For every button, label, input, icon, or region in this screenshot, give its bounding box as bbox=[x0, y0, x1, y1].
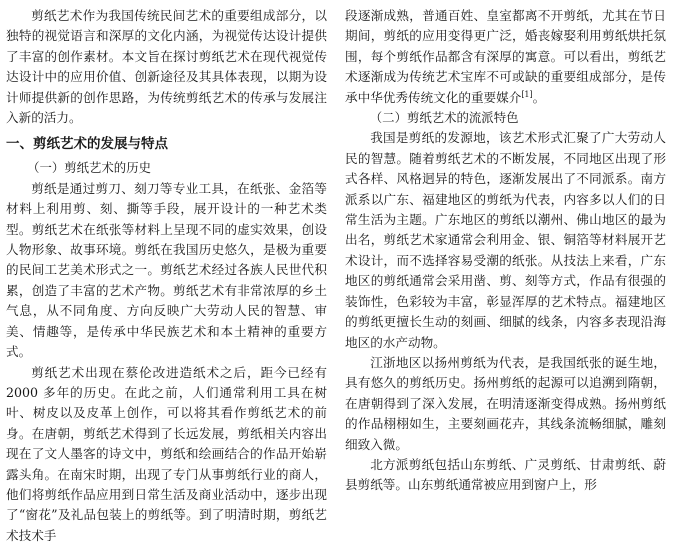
continuation-text: 段逐渐成熟，普通百姓、皇室都离不开剪纸，尤其在节日期间，剪纸的应用变得更广泛，婚丧嫁娶利用剪纸烘托氛围，每个剪纸作品都含有深厚的寓意。可以看出，剪纸艺术逐渐成为传统艺术宝库不可或缺的重要组成部分，是传承中华优秀传统文化的重要媒介 bbox=[345, 8, 666, 105]
paragraph-northern-school: 北方派剪纸包括山东剪纸、广灵剪纸、甘肃剪纸、蔚县剪纸等。山东剪纸通常被应用到窗户上，形 bbox=[345, 456, 666, 493]
section-heading-development: 一、剪纸艺术的发展与特点 bbox=[6, 136, 168, 153]
abstract-paragraph: 剪纸艺术作为我国传统民间艺术的重要组成部分，以独特的视觉语言和深厚的文化内涵，为视觉传达设计提供了丰富的创作素材。本文旨在探讨剪纸艺术在现代视觉传达设计中的应用价值、创新途径及其具体表现，以期为设计师提供新的创作思路，为传统剪纸艺术的传承与发展注入新的活力。 bbox=[6, 8, 327, 126]
continuation-end: 。 bbox=[532, 89, 546, 105]
paragraph-jiangzhe-school: 江浙地区以扬州剪纸为代表，是我国纸张的诞生地，具有悠久的剪纸历史。扬州剪纸的起源可以追溯到隋朝，在唐朝得到了深入发展，在明清逐渐变得成熟。扬州剪纸的作品栩栩如生，主要刻画花卉，其线条流畅细腻，雕刻细致入微。 bbox=[345, 354, 666, 452]
citation-marker: [1] bbox=[521, 89, 533, 99]
right-column bbox=[345, 6, 666, 496]
paragraph-continuation bbox=[345, 6, 666, 108]
paragraph-definition: 剪纸是通过剪刀、刻刀等专业工具，在纸张、金箔等材料上利用剪、刻、撕等手段，展开设计的一种艺术类型。剪纸艺术在纸张等材料上呈现不同的虚实效果，创设人物形象、故事环境。剪纸在我国历史悠久，是极为重要的民间工艺美术形式之一。剪纸艺术经过各族人民世代积累，创造了丰富的艺术产物。剪纸艺术有非常浓厚的乡土气息，从不同角度、方向反映广大劳动人民的智慧、审美、情趣等，是传承中华民族艺术和本土精神的重要方式。 bbox=[6, 180, 327, 360]
subsection-heading-schools: （二）剪纸艺术的流派特色 bbox=[369, 110, 519, 126]
left-column bbox=[6, 6, 327, 546]
paragraph-history: 剪纸艺术出现在蔡伦改进造纸术之后，距今已经有 2000 多年的历史。在此之前，人们通常利用工具在树叶、树皮以及皮革上创作，可以将其看作剪纸艺术的前身。在唐朝，剪纸艺术得到了长远发展，剪纸相关内容出现在了文人墨客的诗文中，剪纸和绘画结合的作品开始崭露头角。在南宋时期，出现了专门从事剪纸行业的商人，他们将剪纸作品应用到日常生活及商业活动中，逐步出现了“窗花”及礼品包装上的剪纸等。到了明清时期，剪纸艺术技术手 bbox=[6, 364, 327, 543]
paragraph-southern-school: 我国是剪纸的发源地，该艺术形式汇聚了广大劳动人民的智慧。随着剪纸艺术的不断发展，不同地区出现了形式各样、风格迥异的特色，逐渐发展出了不同派系。南方派系以广东、福建地区的剪纸为代表，内容多以人们的日常生活为主题。广东地区的剪纸以潮州、佛山地区的最为出名，剪纸艺术家通常会利用金、银、铜箔等材料展开艺术设计，而不选择容易受潮的纸张。从技法上来看，广东地区的剪纸通常会采用凿、剪、刻等方式，作品有很强的装饰性，色彩较为丰富，彰显浑厚的艺术特点。福建地区的剪纸更擅长生动的刻画、细腻的线条，内容多表现沿海地区的水产动物。 bbox=[345, 130, 666, 350]
subsection-heading-history: （一）剪纸艺术的历史 bbox=[27, 160, 151, 176]
